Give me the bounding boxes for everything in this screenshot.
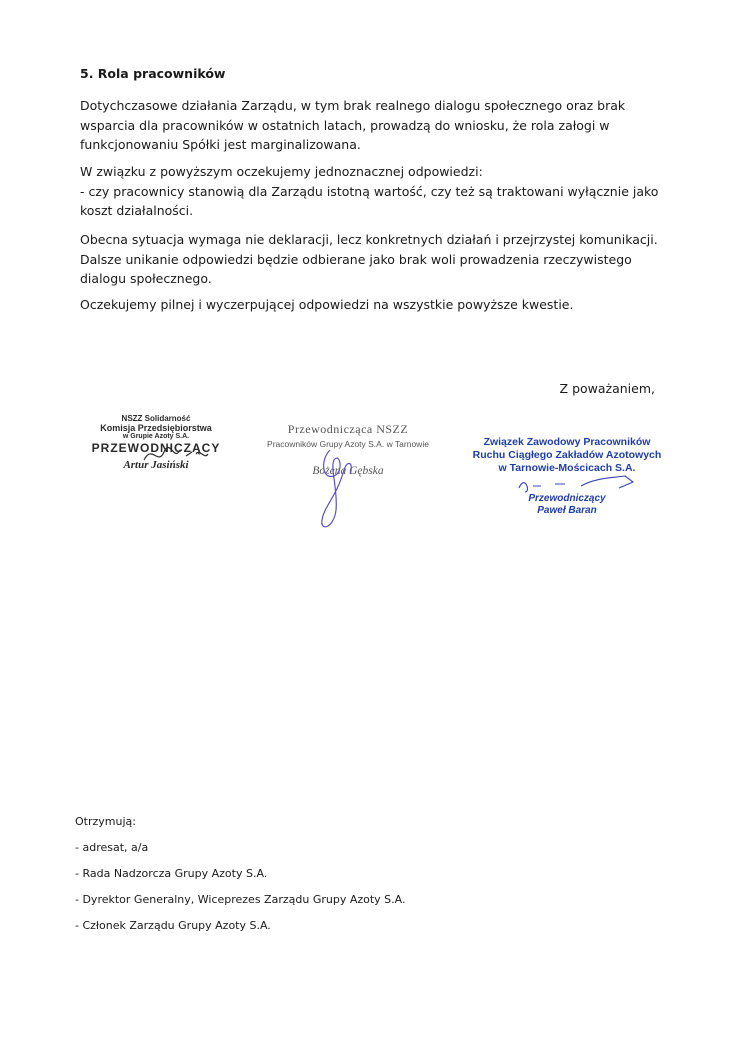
paragraph-2-question: - czy pracownicy stanowią dla Zarządu istotną wartość, czy też są traktowani wyłącznie jako koszt działalności. [80,183,659,218]
stamp-right-line3: w Tarnowie-Mościcach S.A. [498,462,636,474]
stamp-middle-line3: Bożena Gębska [312,465,384,477]
stamp-left-line3: w Grupie Azoty S.A. [122,433,190,440]
stamp-solidarnosc [86,414,226,471]
stamp-left-line2: Komisja Przedsiębiorstwa [100,423,212,433]
stamp-right-line4: Przewodniczący [528,493,606,504]
stamp-middle-line2: Pracowników Grupy Azoty S.A. w Tarnowie [267,439,429,449]
stamp-left-line5: Artur Jasiński [123,459,189,471]
recipients-block [75,815,405,944]
stamp-middle-line1: Przewodnicząca NSZZ [287,422,409,436]
recipient-item: - Członek Zarządu Grupy Azoty S.A. [75,919,271,932]
closing-salutation: Z poważaniem, [559,381,655,396]
paragraph-1: Dotychczasowe działania Zarządu, w tym brak realnego dialogu społecznego oraz brak wsparcia dla pracowników w ostatnich latach, prowadzą do wniosku, że rola załogi w funkcjonowaniu Spółki jest marginalizowana. [80,98,626,152]
section-heading: 5. Rola pracowników [80,66,226,81]
paragraph-3: Obecna sytuacja wymaga nie deklaracji, lecz konkretnych działań i przejrzystej komunikacji. Dalsze unikanie odpowiedzi będzie odbierane jako brak woli prowadzenia rzeczywistego dialogu społecznego. [80,232,658,286]
recipients-title: Otrzymują: [75,815,136,828]
recipient-item: - Dyrektor Generalny, Wiceprezes Zarządu Grupy Azoty S.A. [75,893,406,906]
paragraph-2 [80,162,680,221]
paragraph-4: Oczekujemy pilnej i wyczerpującej odpowiedzi na wszystkie powyższe kwestie. [80,297,574,312]
recipients-list [75,840,405,944]
stamp-zz-ruchu-ciaglego [458,436,676,517]
stamp-right-line1: Związek Zawodowy Pracowników [483,436,651,448]
stamp-nszz-pracownikow [258,422,438,477]
stamp-right-line2: Ruchu Ciągłego Zakładów Azotowych [472,449,662,461]
stamp-right-line5: Paweł Baran [537,505,597,516]
paragraph-2-intro: W związku z powyższym oczekujemy jednoznacznej odpowiedzi: [80,164,483,179]
recipient-item: - adresat, a/a [75,841,149,854]
recipient-item: - Rada Nadzorcza Grupy Azoty S.A. [75,867,268,880]
stamp-left-line4: PRZEWODNICZĄCY [91,441,221,455]
stamp-left-line1: NSZZ Solidarność [121,414,191,423]
